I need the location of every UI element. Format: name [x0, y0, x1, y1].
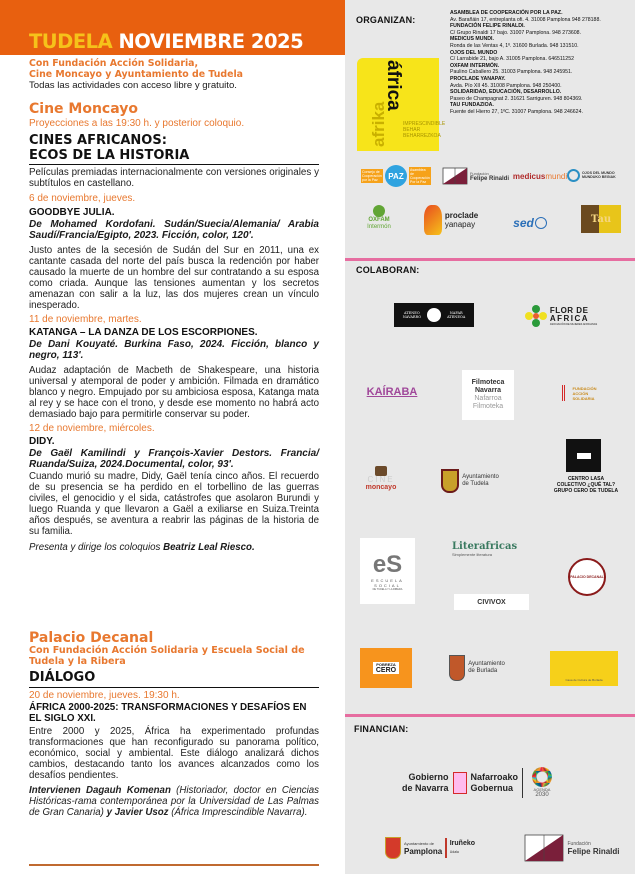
pamplona-4: Udala [449, 850, 459, 854]
centro-lasa-text [546, 476, 626, 494]
film-date: 6 de noviembre, jueves. [29, 193, 136, 204]
address-text: Avda. Pío XII 45. 31008 Pamplona. 948 250400. [450, 82, 562, 89]
ojos-eye-icon [567, 169, 580, 182]
rinaldi-big-text: Felipe Rinaldi [567, 846, 620, 856]
palacio-body: Entre 2000 y 2025, África ha experimentado profundas transformaciones que han reconfigurado su panorama político, económico, social y ambiental. Este diálogo analizará dichos cambios, destacando tanto los avances alcanzados como los desafíos pendientes. [29, 725, 319, 781]
pink-divider [345, 258, 635, 261]
paz-left-text: Consejo de Cooperación por la Paz [362, 170, 382, 182]
ojos-text: OJOS DEL MUNDO MUNDUKO BEGIAK [582, 170, 616, 179]
tudela-shield-icon [441, 469, 459, 493]
flor-sub: ASOCIACIÓN DE MUJERES AFRICANAS [549, 322, 598, 326]
address-item [450, 63, 619, 76]
ayuntamiento-tudela-logo [440, 462, 500, 500]
gob-2: de Navarra [401, 783, 449, 793]
paz-right-text: Asamblea de Cooperación Por la Paz [410, 168, 430, 184]
proclade-yanapay-logo [418, 202, 484, 238]
address-text: Fuente del Hierro 27, 1ºC. 31007 Pamplona. 948 246624. [450, 108, 583, 115]
literafricas-sub: Simplemente literatura [452, 552, 493, 557]
civivox-text: CIVIVOX [477, 598, 506, 606]
intermon-text: Intermón [367, 224, 391, 230]
gobierno-navarra-logo [400, 766, 520, 800]
film-title: DIDY. [29, 436, 55, 447]
sdg-wheel-icon [532, 767, 552, 787]
kairaba-logo: KAÍRABA [366, 386, 418, 398]
film-item [29, 314, 319, 420]
address-item [450, 23, 619, 36]
oxfam-icon [373, 205, 385, 217]
title-month-year: NOVIEMBRE 2025 [118, 30, 304, 53]
address-text: Av. Barañáin 17, entreplanta ofi. 4. 31008 Pamplona 948 278188. [450, 16, 601, 23]
financian-label: FINANCIAN: [354, 724, 409, 734]
accion-mark-icon [562, 385, 572, 401]
address-text: Ronda de las Ventas 4, 1º. 31600 Burlada. 948 131510. [450, 42, 579, 49]
address-name: MEDICUS MUNDI. [450, 36, 494, 43]
filmo-3: Nafarroa [474, 395, 502, 402]
filmoteca-navarra-logo [462, 370, 514, 420]
speaker1-desc: (Historiador, doctor en Ciencias Históricas-rama contemporánea por la Universidad de Las Palmas de Gran Canaria) [29, 784, 319, 818]
speaker2-desc: (África Imprescindible Navarra). [171, 806, 308, 818]
pobreza-2: CERO [375, 667, 397, 674]
address-name: PROCLADE YANAPAY. [450, 75, 506, 82]
tau-logo [581, 205, 621, 233]
address-item [450, 102, 619, 115]
film-item [29, 423, 319, 537]
accion-2: ACCIÓN [572, 390, 589, 396]
address-item [450, 50, 619, 63]
address-item [450, 76, 619, 89]
ateneo-navarro-logo [394, 303, 474, 327]
presenter-name: Beatriz Leal Riesco. [163, 542, 255, 553]
cine-section-line2: ECOS DE LA HISTORIA [29, 149, 319, 166]
film-title: GOODBYE JULIA. [29, 207, 115, 218]
rinaldi-big-text: Felipe Rinaldi [469, 175, 509, 182]
pamplona-2: Pamplona [403, 847, 443, 856]
agenda-text: AGENDA [533, 786, 551, 792]
logo-tag3: BEHARREZKOA [403, 133, 441, 139]
ateneo-r1: NAFAR [449, 311, 463, 315]
ayuntamiento-burlada-logo [442, 645, 512, 691]
yanapay-text: yanapay [444, 220, 476, 229]
lasa-1: CENTRO LASA [567, 476, 605, 482]
film-item [29, 193, 319, 311]
address-item [450, 36, 619, 49]
film-meta: De Dani Kouyaté. Burkina Faso, 2024. Ficción, blanco y negro, 113'. [29, 339, 319, 361]
palacio-org: Con Fundación Acción Solidaria y Escuela Social de Tudela y la Ribera [29, 645, 305, 667]
rinaldi-mark-icon [442, 166, 468, 186]
address-name: SOLIDARIDAD, EDUCACIÓN, DESARROLLO. [450, 89, 562, 96]
address-item [450, 89, 619, 102]
navarra-shield-icon [453, 772, 467, 794]
casa-cultura-text: Casa de Cultura de Burlada [565, 678, 603, 682]
escuela-social-logo [360, 538, 415, 604]
ateneo-l2: NAVARRO [402, 315, 422, 319]
palacio-date: 20 de noviembre, jueves. 19:30 h. [29, 689, 180, 701]
page-title [29, 32, 303, 52]
proclade-figure-icon [424, 205, 442, 235]
rinaldi-mark-icon [524, 834, 564, 862]
filmo-2: Navarra [474, 387, 502, 394]
fundacion-accion-solidaria-logo [553, 382, 605, 404]
proclade-text: proclade [444, 211, 479, 220]
address-text: C/ Larrabide 21, bajo A. 31005 Pamplona. 646511252 [450, 56, 574, 63]
escuela-2: SOCIAL [374, 582, 401, 588]
centro-lasa-logo [566, 439, 601, 472]
moncayo-text: moncayo [365, 484, 397, 491]
agenda-year: 2030 [535, 791, 549, 798]
gob-4: Gobernua [470, 783, 514, 793]
ateneo-mark-icon [427, 308, 441, 322]
presenter-line [29, 542, 319, 553]
organizan-label: ORGANIZAN: [356, 15, 416, 25]
ayuntamiento-pamplona-logo [370, 830, 490, 866]
medicus-text: medicus [512, 171, 546, 181]
palacio-venue: Palacio Decanal [29, 630, 154, 646]
escuela-3: DE TUDELA Y LA RIBERA [372, 587, 403, 591]
address-name: ASAMBLEA DE COOPERACIÓN POR LA PAZ. [450, 10, 563, 16]
intro-block [29, 59, 319, 91]
accion-1: FUNDACIÓN [572, 385, 597, 391]
mundi-text: mundi [545, 171, 568, 181]
gob-3: Nafarroako [470, 772, 519, 782]
palacio-speakers [29, 785, 319, 818]
africa-imprescindible-logo [357, 58, 446, 151]
es-mark-icon: eS [372, 550, 403, 578]
cine-subtitle: Proyecciones a las 19:30 h. y posterior coloquio. [29, 118, 245, 129]
casa-cultura-burlada-logo [550, 651, 618, 686]
cine-description: Películas premiadas internacionalmente con versiones originales y subtítulos en castellano. [29, 167, 319, 189]
cine-section-line1: CINES AFRICANOS: [29, 133, 167, 148]
logo-tag1: IMPRESCINDIBLE [403, 121, 446, 127]
pink-divider [345, 714, 635, 717]
palacio-title: ÁFRICA 2000-2025: TRANSFORMACIONES Y DESAFÍOS EN EL SIGLO XXI. [29, 701, 307, 724]
sed-dove-icon [535, 217, 547, 229]
flor-flower-icon [525, 305, 547, 327]
escuela-1: ESCUELA [371, 577, 404, 583]
cine-venue: Cine Moncayo [29, 101, 138, 117]
address-name: OXFAM INTERMÓN. [450, 62, 500, 69]
title-city: TUDELA [29, 30, 113, 53]
felipe-rinaldi-logo [438, 164, 513, 188]
pobreza-1: POBREZA [376, 662, 396, 667]
palacio-section: DIÁLOGO [29, 671, 319, 688]
film-date: 11 de noviembre, martes. [29, 314, 142, 325]
address-name: TAU FUNDAZIOA. [450, 102, 494, 109]
address-name: OJOS DEL MUNDO [450, 49, 498, 56]
ateneo-r2: ATENEOA [447, 315, 466, 319]
speaker2: y Javier Usoz [106, 806, 169, 818]
address-name: FUNDACIÓN FELIPE RINALDI. [450, 23, 525, 30]
pobreza-cero-logo [360, 648, 412, 688]
rinaldi-small-text: Fundación [567, 840, 591, 847]
civivox-logo [454, 594, 529, 610]
lasa-2: COLECTIVO ¿QUÉ TAL? [556, 482, 616, 488]
oxfam-text: OXFAM [368, 217, 390, 223]
agenda-2030-logo [527, 762, 557, 802]
ateneo-l1: ATENEO [404, 311, 420, 315]
seal-text: PALACIO DECANAL [570, 575, 604, 579]
film-synopsis: Justo antes de la secesión de Sudán del Sur en 2011, una ex cantante casada del norte del país busca la redención por haber causado la muerte de un hombre del sur contratando a su esposa como criada. Aunque las tensiones aumentan y los secretos amenazan con salir a la luz, las dos mujeres crean un vínculo inesperado. [29, 245, 319, 311]
address-item [450, 10, 619, 23]
colaboran-label: COLABORAN: [356, 265, 420, 275]
tau-text: Tau [590, 213, 612, 225]
ojos-del-mundo-logo [567, 164, 633, 186]
flor-text-1: FLOR DE [549, 305, 589, 315]
filmo-1: Filmoteca [471, 379, 505, 386]
bottom-divider [29, 864, 319, 866]
tudela-1: Ayuntamiento [462, 474, 499, 480]
burlada-shield-icon [449, 655, 465, 681]
film-synopsis: Cuando murió su madre, Didy, Gaël tenía cinco años. El recuerdo de su presencia se ha perdido en el torbellino de las guerras civiles, el genocidio y el sida, catástrofes que asolaron Burundi y luego Ruanda y que llevaron a Gaël a exiliarse en Suiza.Treinta años después, se aventura a reabrir las páginas de la historia de su familia. [29, 471, 319, 537]
medicus-mundi-logo [514, 166, 566, 186]
palacio-block [29, 630, 319, 818]
speaker1: Intervienen Dagauh Komenan [29, 784, 171, 796]
gob-1: Gobierno [408, 772, 449, 782]
film-date: 12 de noviembre, miércoles. [29, 423, 155, 434]
address-text: C/ Grupo Rinaldi 17 bajo. 31007 Pamplona. 948 273608. [450, 29, 582, 36]
oxfam-logo [360, 198, 398, 238]
sed-logo [505, 210, 555, 236]
pamplona-3: Iruñeko [449, 840, 476, 847]
tudela-2: de Tudela [462, 481, 489, 487]
cine-moncayo-logo [360, 458, 402, 500]
address-text: Paulino Caballero 25. 31003 Pamplona. 948 245951. [450, 69, 573, 76]
logo-word-africa: áfrica [383, 60, 404, 111]
film-meta: De Gaël Kamilindi y François-Xavier Destors. Francia/ Ruanda/Suiza, 2024.Documental, color, 93'. [29, 448, 319, 470]
logo-word-afrika: afrika [369, 101, 388, 147]
organizer-addresses [450, 10, 619, 116]
film-meta: De Mohamed Kordofani. Sudán/Suecia/Alemania/ Arabia Saudí/Francia/Egipto, 2023. Ficción, color, 120'. [29, 219, 319, 241]
rinaldi-small-text: Fundación [469, 170, 489, 176]
literafricas-logo [452, 538, 532, 560]
logo-tagline [403, 121, 445, 139]
filmo-4: Filmoteka [472, 403, 504, 410]
presenter-prefix: Presenta y dirige los coloquios [29, 542, 161, 553]
sed-text: sed [513, 216, 534, 230]
film-title: KATANGA – LA DANZA DE LOS ESCORPIONES. [29, 327, 258, 338]
lasa-mark-icon [577, 453, 591, 459]
intro-org-line2: Cine Moncayo y Ayuntamiento de Tudela [29, 68, 243, 80]
moncayo-cine: CINE [367, 475, 395, 484]
pamplona-separator [445, 838, 447, 858]
film-synopsis: Audaz adaptación de Macbeth de Shakespeare, una historia universal y atemporal de poder y ambición. Filmada en dramático blanco y negro. Empujado por su ambiciosa esposa, Katanga mata al rey y se hace con el trono, y desde ese momento no habrá acto demasiado bajo para permitirle conservar su poder. [29, 365, 319, 420]
palacio-decanal-seal [568, 558, 606, 596]
lasa-3: GRUPO CERO DE TUDELA [553, 488, 619, 494]
pamplona-1: Ayuntamiento de [403, 841, 434, 846]
logo-separator [522, 768, 523, 798]
address-text: Paseo de Champagnat 2. 31621 Sarriguren. 948 804369. [450, 95, 583, 102]
literafricas-text: Literafricas [452, 541, 518, 552]
flor-text-2: AFRICA [549, 313, 590, 323]
pamplona-shield-icon [385, 837, 401, 859]
logo-tag2: BEHAR [403, 127, 421, 133]
burlada-1: Ayuntamiento [468, 661, 505, 667]
flor-de-africa-logo [520, 302, 602, 330]
paz-circle: PAZ [385, 165, 407, 187]
burlada-2: de Burlada [468, 668, 498, 674]
paz-logo [356, 164, 436, 188]
intro-access: Todas las actividades con acceso libre y gratuito. [29, 80, 237, 91]
accion-3: SOLIDARIA [572, 395, 595, 401]
intro-org-line1: Con Fundación Acción Solidaria, [29, 58, 199, 69]
header-banner [0, 0, 345, 55]
felipe-rinaldi-logo-financia [518, 832, 626, 864]
cine-block [29, 101, 319, 553]
